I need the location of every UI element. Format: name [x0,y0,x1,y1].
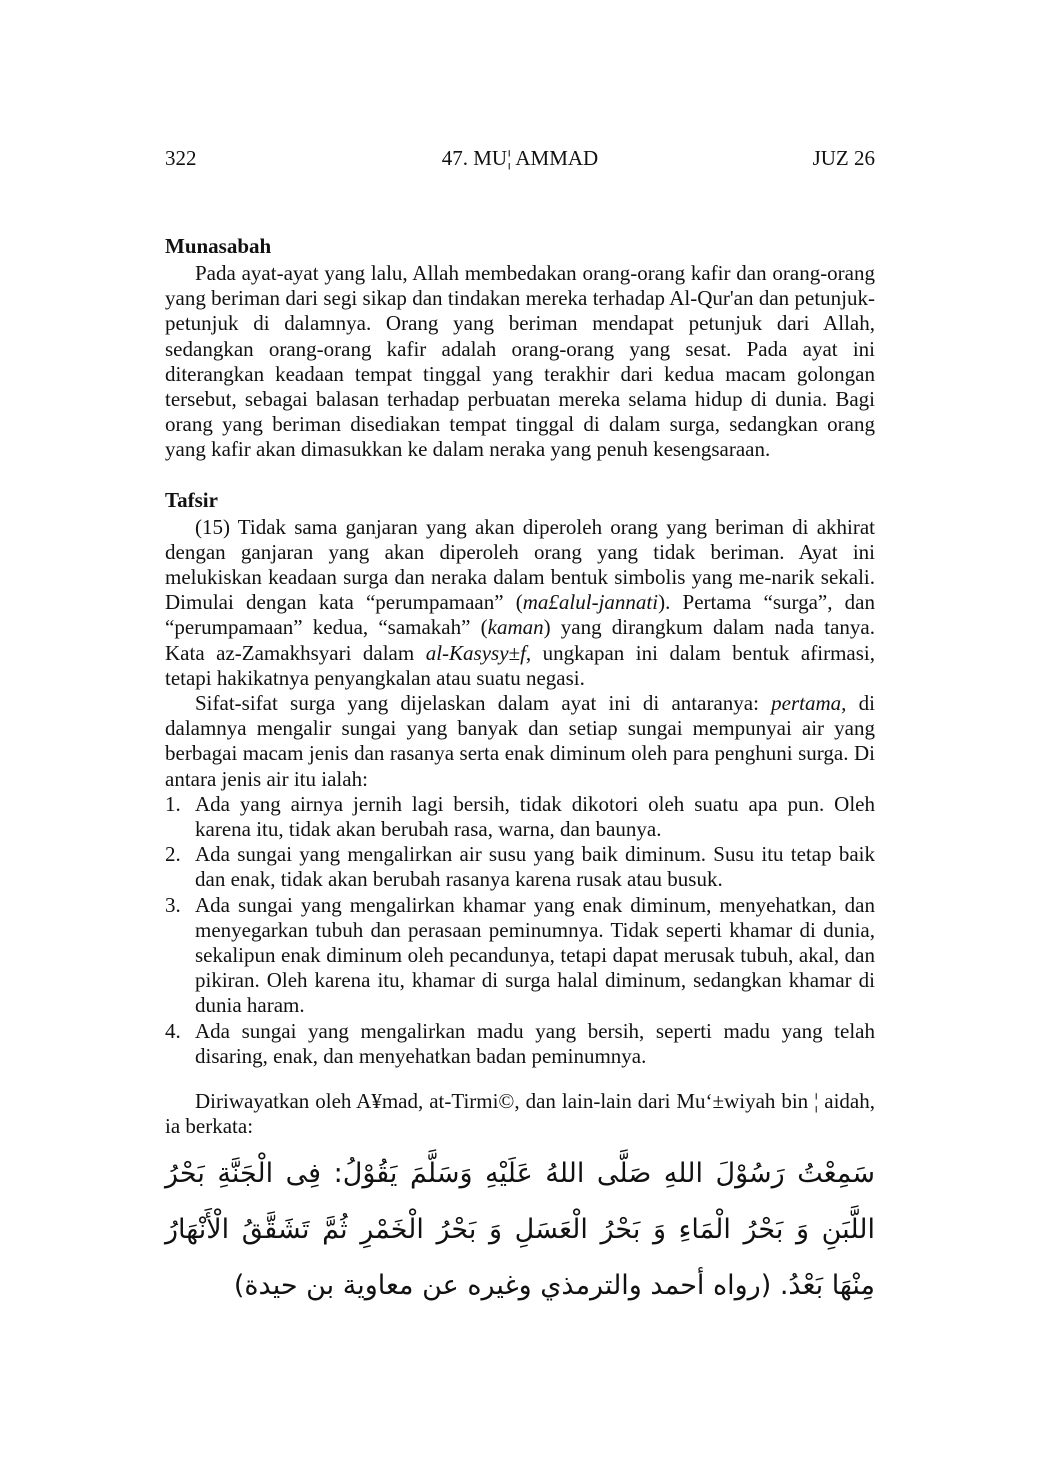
juz-label: JUZ 26 [812,146,875,170]
page-number: 322 [165,146,197,170]
list-item [165,893,875,1019]
list-item-text: Ada yang airnya jernih lagi bersih, tidak dikotori oleh suatu apa pun. Oleh karena itu, tidak akan berubah rasa, warna, dan baunya. [195,791,875,842]
chapter-title: 47. MU¦ AMMAD [441,146,599,170]
text-run: di dalamnya mengalir sungai yang banyak dan setiap sungai mempunyai air yang berbagai macam jenis dan rasanya serta enak diminum oleh para penghuni surga. Di antara jenis air itu ialah: [165,691,875,791]
list-item [165,842,875,892]
river-list [165,792,875,1069]
list-number: 4. [165,1018,181,1043]
list-number: 3. [165,892,181,917]
list-item-text: Ada sungai yang mengalirkan air susu yang baik diminum. Susu itu tetap baik dan enak, tidak akan berubah rasanya karena rusak atau busuk. [195,842,875,892]
list-item-text: Ada sungai yang mengalirkan khamar yang enak diminum, menyehatkan, dan menyegarkan tubuh dan perasaan peminumnya. Tidak seperti khamar di dunia, sekalipun enak diminum oleh pecandunya, tetapi dapat merusak tubuh, akal, dan pikiran. Oleh karena itu, khamar di surga halal diminum, sedangkan khamar di dunia haram. [195,892,875,1018]
list-item [165,1019,875,1069]
italic-term: kaman [487,615,544,640]
hadith-intro: Diriwayatkan oleh A¥mad, at-Tirmi©, dan lain-lain dari Mu‘±wiyah bin ¦ aidah, ia berkata: [165,1089,875,1139]
tafsir-paragraph-1 [165,515,875,691]
arabic-hadith: سَمِعْتُ رَسُوْلَ اللهِ صَلَّى اللهُ عَلَيْهِ وَسَلَّمَ يَقُوْلُ: فِى الْجَنَّةِ بَحْرُ اللَّبَنِ وَ بَحْرُ الْمَاءِ وَ بَحْرُ الْعَسَلِ وَ بَحْرُ الْخَمْرِ ثُمَّ تَشَقَّقُ الْأَنْهَارُ مِنْهَا بَعْدُ. (رواه أحمد والترمذي وغيره عن معاوية بن حيدة) [165,1157,875,1301]
munasabah-paragraph: Pada ayat-ayat yang lalu, Allah membedakan orang-orang kafir dan orang-orang yang beriman dari segi sikap dan tindakan mereka terhadap Al-Qur'an dan petunjuk-petunjuk di dalamnya. Orang yang beriman mendapat petunjuk dari Allah, sedangkan orang-orang kafir adalah orang-orang yang sesat. Pada ayat ini diterangkan keadaan tempat tinggal yang terakhir dari kedua macam golongan tersebut, sebagai balasan terhadap perbuatan mereka selama hidup di dunia. Bagi orang yang beriman disediakan tempat tinggal di dalam surga, sedangkan orang yang kafir akan dimasukkan ke dalam neraka yang penuh kesengsaraan. [165,261,875,462]
section-gap [165,1069,875,1089]
text-run: ). Pertama “surga”, dan “perumpamaan” kedua, “samakah” ( [165,590,875,640]
text-run: ) yang dirangkum dalam nada tanya. Kata az-Zamakhsyari dalam [165,615,875,665]
list-number: 1. [165,791,181,816]
page-body [165,232,875,1341]
text-run: (15) Tidak sama ganjaran yang akan diperoleh orang yang beriman di akhirat dengan ganjaran yang akan diperoleh orang yang tidak beriman. Ayat ini melukiskan keadaan surga dan neraka dalam bentuk simbolis yang me-narik sekali. Dimulai dengan kata “perumpamaan” ( [165,514,875,615]
list-number: 2. [165,842,181,867]
list-item [165,792,875,842]
text-run: , ungkapan ini dalam bentuk afirmasi, tetapi hakikatnya penyangkalan atau suatu negasi. [165,640,875,690]
tafsir-paragraph-2 [165,691,875,792]
section-gap [165,463,875,486]
italic-term: ma£alul-jannati [522,590,659,615]
page-header [165,143,875,177]
munasabah-heading: Munasabah [165,234,272,258]
tafsir-heading: Tafsir [165,487,218,512]
italic-term: al-Kasysy±f [425,640,526,665]
list-item-text: Ada sungai yang mengalirkan madu yang bersih, seperti madu yang telah disaring, enak, dan menyehatkan badan peminumnya. [195,1018,875,1068]
text-run: Sifat-sifat surga yang dijelaskan dalam ayat ini di antaranya: [195,691,772,716]
italic-term: pertama, [771,691,847,716]
